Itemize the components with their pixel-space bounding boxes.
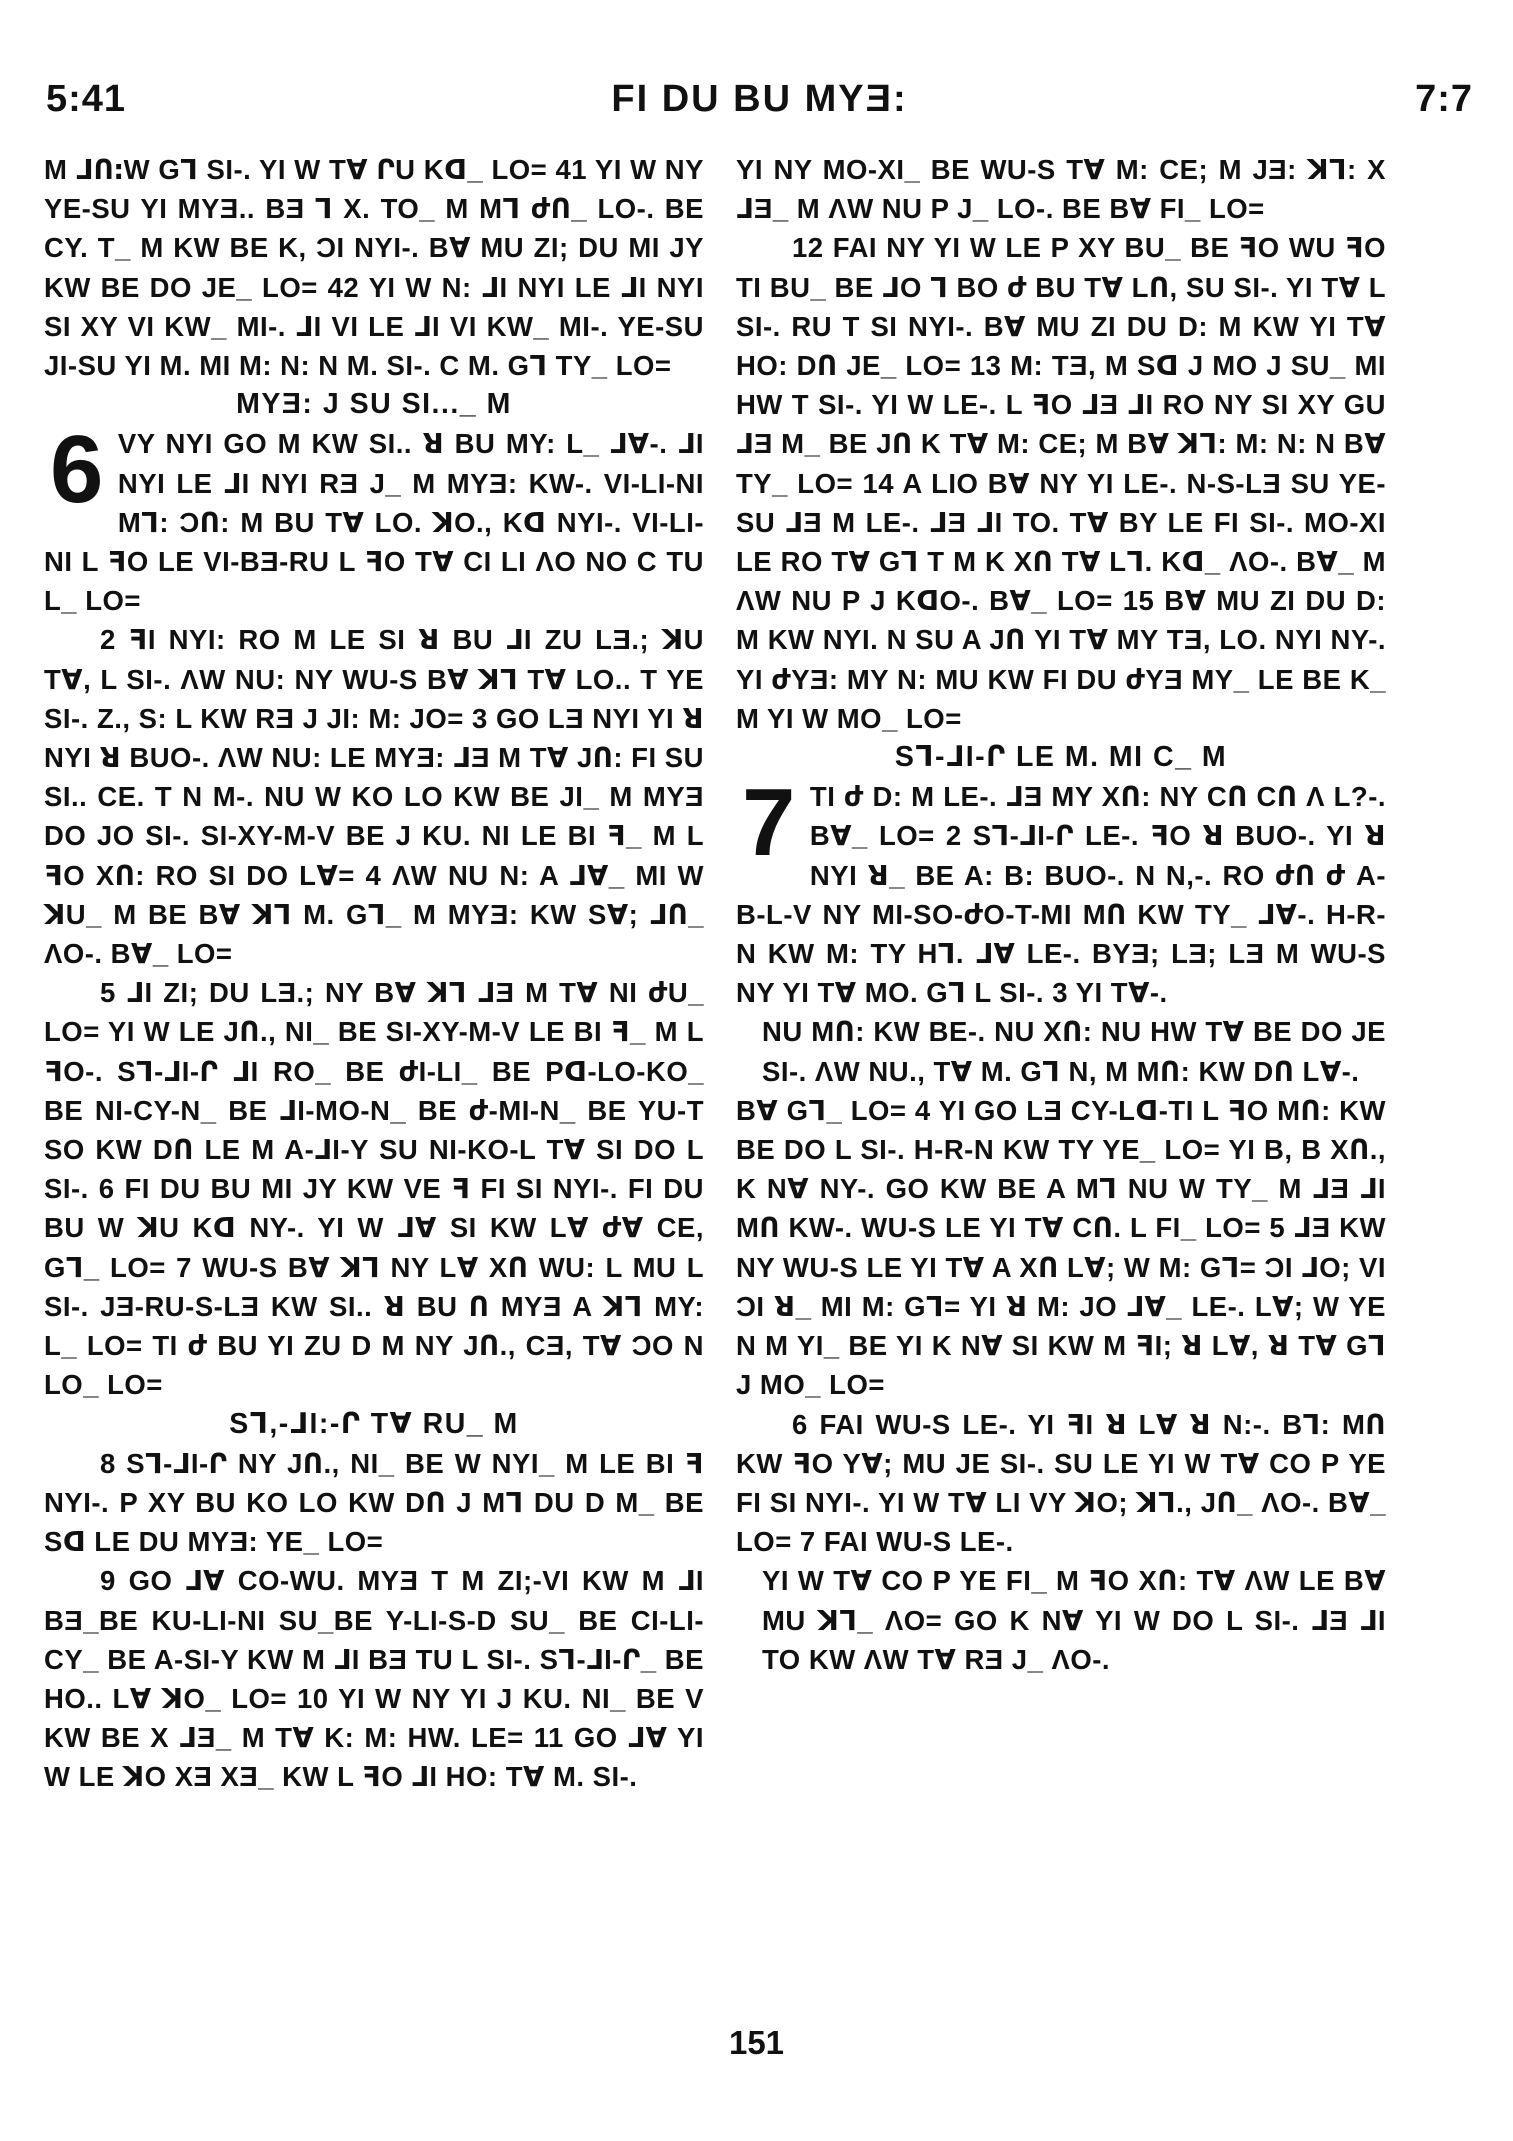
paragraph	[736, 1405, 1386, 1562]
paragraph	[44, 1444, 704, 1562]
verse-number: 13	[969, 350, 1002, 382]
header-book-title: FI DU BU MYƎ:	[611, 78, 908, 120]
text: ꟻI NYI: RO M LE SI ꓤ BU ⅃I ZU LƎ.; ꓘU TⱯ, L SI-. ɅW NU: NY WU-S BⱯ ꓘꞀ TⱯ LO.. T YE SI-. Z., S: L KW RƎ J JI: M: JO=	[44, 624, 705, 734]
verse-number: 5	[1269, 1212, 1286, 1244]
verse-number: 14	[862, 467, 895, 499]
verse-number: 3	[471, 702, 488, 734]
paragraph	[44, 1561, 704, 1796]
page-number: 151	[728, 2024, 785, 2061]
running-header	[46, 78, 1473, 128]
verse-number: 12	[792, 232, 824, 264]
text: VY NYI GO M KW SI.. ꓤ BU MY: L_ ⅃Ɐ-. ⅃I NYI LE ⅃I NYI RƎ J_ M MYƎ: KW-. VI-LI-NI MꞀ: ƆՈ: M BU TⱯ LO. ꓘO., Kꓷ NYI-. VI-LI-NI L ꟻO LE VI-BƎ-RU L ꟻO TⱯ CI LI ɅO NO C TU L_ LO=	[44, 428, 704, 617]
text: BⱯ MU ZI DU D: M KW NYI. N SU A JՈ YI TⱯ MY TƎ, LO. NYI NY-. YI ժYƎ: MY N: MU KW FI DU ժYƎ MY_ LE BE K_ M YI W MO_ LO=	[736, 585, 1387, 734]
text: ⅃Ǝ KW NY WU-S LE YI TⱯ A XՈ LⱯ; W M: GꞀ= ƆI ⅃O; VI ƆI ꓤ_ MI M: GꞀ= YI ꓤ M: JO ⅃Ɐ_ LE-. LⱯ; W YE N M YI_ BE YI K NⱯ SI KW M ꟻI; ꓤ LⱯ, ꓤ TⱯ GꞀ J MO_ LO=	[736, 1212, 1386, 1401]
verse-number: 41	[555, 154, 588, 185]
header-reference-start: 5:41	[46, 78, 127, 120]
text: FAI WU-S LE-. YI ꟻI ꓤ LⱯ ꓤ N:-. BꞀ: MՈ KW ꟻO YⱯ; MU JE SI-. SU LE YI W TⱯ CO P YE FI SI NYI-. YI W TⱯ LI VY ꓘO; ꓘꞀ., JՈ_ ɅO-. BⱯ_ LO=	[736, 1408, 1387, 1558]
text: M ⅃ՈꓽW GꞀ SI-. YI W TⱯ ՐU Kꓷ_ LO=	[44, 154, 548, 185]
verse-number: 4	[914, 1094, 931, 1126]
verse-number: 10	[296, 1682, 329, 1714]
verse-number: 42	[327, 271, 360, 303]
text: SꞀ-⅃I-Ր LE-. ꟻO ꓤ BUO-. YI ꓤ NYI ꓤ_ BE A: B: BUO-. N N,-. RO ժՈ ժ A-B-L-V NY MI-SO-ժO-T-MI MՈ KW TY_ ⅃Ɐ-. H-R-N KW M: TY HꞀ. ⅃Ɐ LE-. BYƎ; LƎ; LƎ M WU-S NY YI TⱯ MO. GꞀ L SI-.	[736, 820, 1386, 1009]
verse-number: 6	[98, 1173, 115, 1205]
chapter-number: 6	[50, 416, 104, 524]
paragraph	[44, 973, 704, 1404]
verse-number: 7	[799, 1526, 816, 1558]
text: FI DU BU MI JY KW VE ꟻ FI SI NYI-. FI DU BU W ꓘU Kꓷ NY-. YI W ⅃Ɐ SI KW LⱯ ժⱯ CE, GꞀ_ LO=	[44, 1173, 704, 1283]
text: YI GO LƎ CY-Lꓷ-TI L ꟻO MՈ: KW BE DO L SI-. H-R-N KW TY YE_ LO= YI B, B XՈ., K NⱯ NY-. GO KW BE A MꞀ NU W TY_ M ⅃Ǝ ⅃I MՈ KW-. WU-S LE YI TⱯ CՈ. L FI_ LO=	[736, 1094, 1386, 1244]
text: YI NY MO-XI_ BE WU-S TⱯ M: CE; M JƎ: ꓘꞀ: X ⅃Ǝ_ M ɅW NU P J_ LO-. BE BⱯ FI_ LO=	[736, 154, 1386, 225]
verse-number: 8	[100, 1447, 116, 1479]
verse-number: 2	[100, 624, 116, 656]
text: GO LƎ NYI YI ꓤ NYI ꓤ BUO-. ɅW NU: LE MYƎ: ⅃Ǝ M TⱯ JՈ: FI SU SI.. CE. T N M-. NU W KO LO KW BE JI_ M MYƎ DO JO SI-. SI-XY-M-V BE J KU. NI LE BI ꟻ_ M L ꟻO XՈ: RO SI DO LⱯ=	[44, 702, 705, 891]
text: YI W NY YI J KU. NI_ BE V KW BE X ⅃Ǝ_ M TⱯ K: M: HW. LE=	[44, 1682, 704, 1754]
text: BⱯ GꞀ_ LO=	[736, 1094, 907, 1126]
paragraph	[736, 1091, 1386, 1405]
left-column	[44, 150, 704, 1797]
paragraph	[44, 620, 704, 973]
chapter-paragraph	[44, 416, 704, 620]
text: GO ⅃Ɐ YI W LE ꓘO XƎ XƎ_ KW L ꟻO ⅃I HO: TⱯ M. SI-.	[44, 1722, 704, 1793]
paragraph	[44, 150, 704, 385]
verse-number: 9	[100, 1565, 116, 1597]
text: NU MՈ: KW BE-. NU XՈ: NU HW TⱯ BE DO JE SI-. ɅW NU., TⱯ M. GꞀ N, M MՈ: KW DՈ LⱯ-.	[762, 1016, 1386, 1087]
text: YI W N: ⅃I NYI LE ⅃I NYI SI XY VI KW_ MI-. ⅃I VI LE ⅃I VI KW_ MI-. YE-SU JI-SU YI M. MI M: N: N M. SI-. C M. GꞀ TY_ LO=	[44, 271, 704, 382]
text: A LIO BⱯ NY YI LE-. N-S-LƎ SU YE-SU ⅃Ǝ M LE-. ⅃Ǝ ⅃I TO. TⱯ BY LE FI SI-. MO-XI LE RO TⱯ GꞀ T M K XՈ TⱯ LꞀ. Kꓷ_ ɅO-. BⱯ_ M ɅW NU P J KꓷO-. BⱯ_ LO=	[736, 467, 1386, 617]
text: FAI NY YI W LE P XY BU_ BE ꟻO WU ꟻO TI BU_ BE ⅃O Ꞁ BO ժ BU TⱯ LՈ, SU SI-. YI TⱯ L SI-. RU T SI NYI-. BⱯ MU ZI DU D: M KW YI TⱯ HO: DՈ JE_ LO=	[736, 232, 1387, 382]
section-heading: MYƎ: J SU SI..._ M	[236, 388, 512, 421]
section-heading: SꞀ-⅃I-Ր LE M. MI C_ M	[894, 741, 1228, 774]
paragraph	[736, 228, 1386, 738]
text: SꞀ-⅃I-Ր NY JՈ., NI_ BE W NYI_ M LE BI ꟻ NYI-. P XY BU KO LO KW DՈ J MꞀ DU D M_ BE Sꓷ LE DU MYƎ: YE_ LO=	[44, 1447, 705, 1558]
header-reference-end: 7:7	[1415, 78, 1473, 120]
verse-number: 15	[1122, 585, 1155, 617]
text: TI ժ D: M LE-. ⅃Ǝ MY XՈ: NY CՈ CՈ Ʌ L?-. BⱯ_ LO=	[809, 781, 1386, 852]
poetry-quote	[736, 1012, 1386, 1090]
chapter-number: 7	[742, 769, 796, 877]
right-column	[736, 150, 1386, 1679]
verse-number: 6	[792, 1408, 808, 1440]
text: FAI WU-S LE-.	[823, 1526, 1014, 1558]
chapter-paragraph	[736, 769, 1386, 1012]
text: YI TⱯ-.	[1075, 977, 1168, 1009]
verse-number: 5	[100, 977, 116, 1009]
text: ɅW NU N: A ⅃Ɐ_ MI W ꓘU_ M BE BⱯ ꓘꞀ M. GꞀ_ M MYƎ: KW SⱯ; ⅃Ո_ ɅO-. BⱯ_ LO=	[44, 859, 704, 970]
verse-number: 4	[365, 859, 382, 891]
verse-number: 3	[1052, 977, 1068, 1009]
verse-number: 2	[945, 820, 962, 852]
verse-number: 11	[533, 1722, 564, 1754]
text: M: TƎ, M Sꓷ J MO J SU_ MI HW T SI-. YI W LE-. L ꟻO ⅃Ǝ ⅃I RO NY SI XY GU ⅃Ǝ M_ BE JՈ K TⱯ M: CE; M BⱯ ꓘꞀ: M: N: N BⱯ TY_ LO=	[736, 350, 1387, 499]
text: GO ⅃Ɐ CO-WU. MYƎ T M ZI;-VI KW M ⅃I BƎ_BE KU-LI-NI SU_BE Y-LI-S-D SU_ BE CI-LI-CY_ BE A-SI-Y KW M ⅃I BƎ TU L SI-. SꞀ-⅃I-Ր_ BE HO.. LⱯ ꓘO_ LO=	[44, 1565, 705, 1714]
text: ⅃I ZI; DU LƎ.; NY BⱯ ꓘꞀ ⅃Ǝ M TⱯ NI ժU_ LO= YI W LE JՈ., NI_ BE SI-XY-M-V LE BI ꟻ_ M L ꟻO-. SꞀ-⅃I-Ր ⅃I RO_ BE ժI-LI_ BE Pꓷ-LO-KO_ BE NI-CY-N_ BE ⅃I-MO-N_ BE ժ-MI-N_ BE YU-T SO KW DՈ LE M A-⅃I-Y SU NI-KO-L TⱯ SI DO L SI-.	[44, 977, 705, 1205]
verse-number: 7	[176, 1251, 192, 1283]
text: YI W NY YE-SU YI MYƎ.. BƎ Ꞁ X. TO_ M MꞀ ժՈ_ LO-. BE CY. T_ M KW BE K, ƆI NYI-. BⱯ MU ZI; DU MI JY KW BE DO JE_ LO=	[44, 154, 705, 303]
text: WU-S BⱯ ꓘꞀ NY LⱯ XՈ WU: L MU L SI-. JƎ-RU-S-LƎ KW SI.. ꓤ BU Ո MYƎ A ꓘꞀ MY: L_ LO= TI ժ BU YI ZU D M NY JՈ., CƎ, TⱯ ƆO N LO_ LO=	[44, 1251, 704, 1401]
section-heading: SꞀ,-⅃I:-Ր TⱯ RU_ M	[229, 1407, 519, 1440]
paragraph	[736, 150, 1386, 228]
poetry-quote	[736, 1561, 1386, 1679]
text: YI W TⱯ CO P YE FI_ M ꟻO XՈ: TⱯ ɅW LE BⱯ MU ꓘꞀ_ ɅO= GO K NⱯ YI W DO L SI-. ⅃Ǝ ⅃I TO KW ɅW TⱯ RƎ J_ ɅO-.	[762, 1565, 1386, 1675]
